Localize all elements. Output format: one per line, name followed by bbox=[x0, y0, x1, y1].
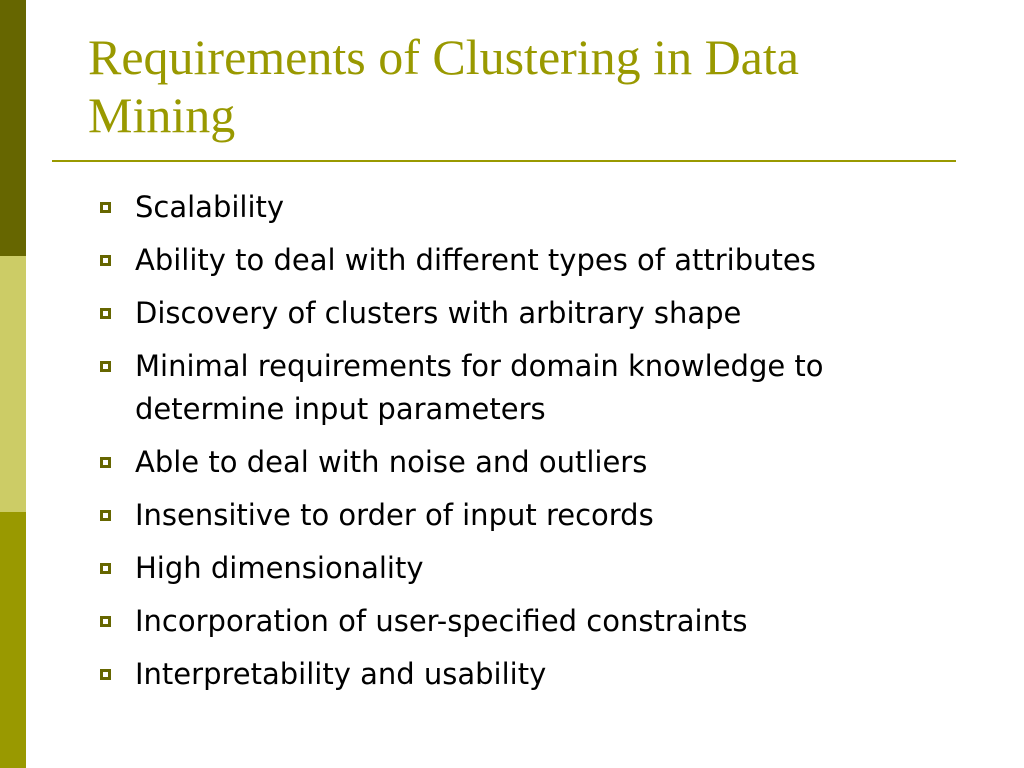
list-item bbox=[98, 345, 978, 431]
hollow-square-bullet-icon bbox=[100, 616, 111, 627]
title-underline bbox=[52, 160, 956, 162]
hollow-square-bullet-icon bbox=[100, 563, 111, 574]
list-item bbox=[98, 292, 978, 335]
bullet-text: Able to deal with noise and outliers bbox=[135, 445, 648, 479]
list-item bbox=[98, 494, 978, 537]
slide-title: Requirements of Clustering in Data Mining bbox=[88, 29, 799, 143]
list-item bbox=[98, 547, 978, 590]
bullet-text: Interpretability and usability bbox=[135, 657, 547, 691]
side-bar-dark-segment bbox=[0, 0, 26, 256]
list-item bbox=[98, 186, 978, 229]
hollow-square-bullet-icon bbox=[100, 669, 111, 680]
bullet-text: Insensitive to order of input records bbox=[135, 498, 654, 532]
list-item bbox=[98, 441, 978, 484]
decorative-side-bar bbox=[0, 0, 26, 768]
bullet-text: Ability to deal with different types of attributes bbox=[135, 243, 816, 277]
bullet-text: High dimensionality bbox=[135, 551, 424, 585]
hollow-square-bullet-icon bbox=[100, 457, 111, 468]
bullet-text: Incorporation of user-specified constraints bbox=[135, 604, 748, 638]
side-bar-olive-segment bbox=[0, 512, 26, 768]
hollow-square-bullet-icon bbox=[100, 255, 111, 266]
hollow-square-bullet-icon bbox=[100, 361, 111, 372]
bullet-list bbox=[98, 186, 978, 706]
bullet-text: Discovery of clusters with arbitrary shape bbox=[135, 296, 742, 330]
side-bar-light-segment bbox=[0, 256, 26, 512]
list-item bbox=[98, 600, 978, 643]
hollow-square-bullet-icon bbox=[100, 308, 111, 319]
hollow-square-bullet-icon bbox=[100, 202, 111, 213]
list-item bbox=[98, 653, 978, 696]
hollow-square-bullet-icon bbox=[100, 510, 111, 521]
list-item bbox=[98, 239, 978, 282]
bullet-text: Minimal requirements for domain knowledge to determine input parameters bbox=[135, 349, 824, 426]
bullet-text: Scalability bbox=[135, 190, 285, 224]
